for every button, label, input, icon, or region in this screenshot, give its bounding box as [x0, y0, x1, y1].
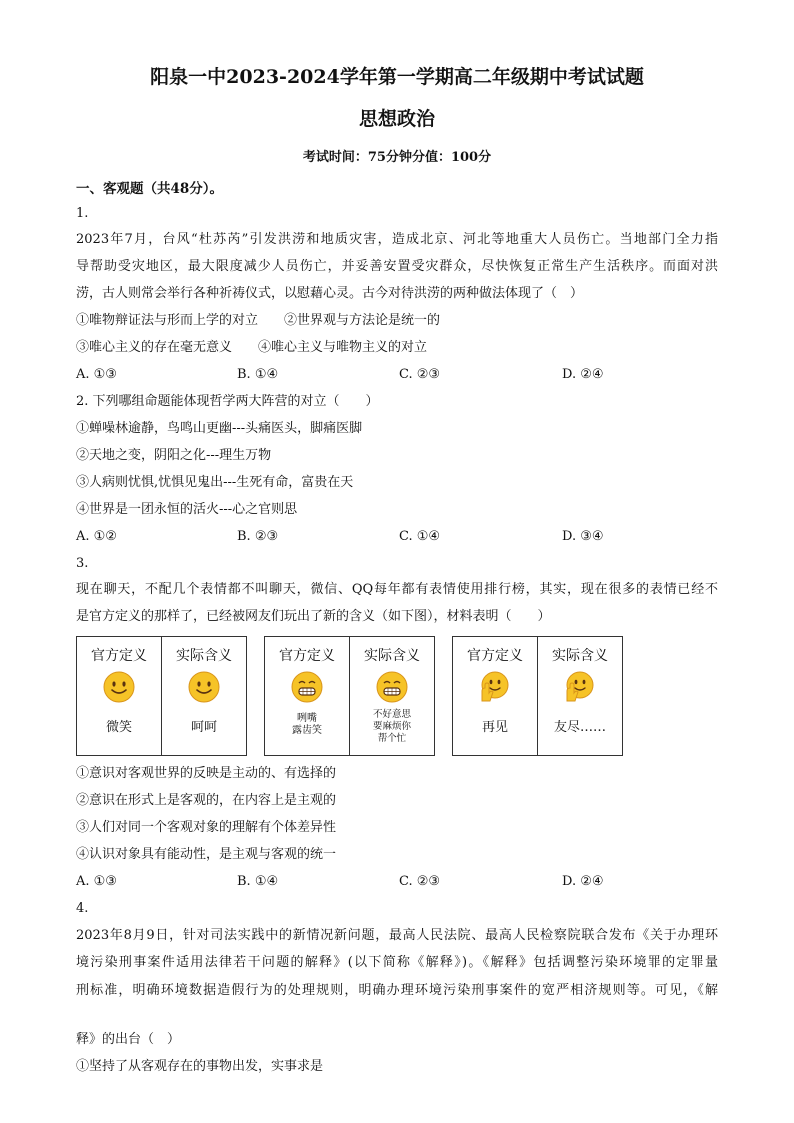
- smile-emoji-icon: [103, 671, 135, 703]
- q2-option-a[interactable]: A. ①②: [76, 529, 117, 544]
- grin-emoji-icon: [376, 671, 408, 703]
- actual-head: 实际含义: [552, 648, 608, 664]
- caption-line: 咧嘴: [297, 713, 317, 724]
- exam-meta: 考试时间：75分钟分值：100分: [302, 150, 492, 165]
- q2-option-c[interactable]: C. ①④: [399, 529, 441, 544]
- q4-statement-1: ①坚持了从客观存在的事物出发，实事求是: [76, 1059, 324, 1074]
- q3-statement-3: ③人们对同一个客观对象的理解有个体差异性: [76, 820, 337, 835]
- q1-line-1: 2023年7月，台风“杜苏芮”引发洪涝和地质灾害，造成北京、河北等地重大人员伤亡。当地部门全力指: [76, 232, 718, 247]
- q1-option-d[interactable]: D. ②④: [562, 367, 604, 382]
- caption-line: 帮个忙: [377, 733, 407, 744]
- official-head: 官方定义: [279, 648, 335, 664]
- actual-head: 实际含义: [364, 648, 420, 664]
- subject-title: 思想政治: [358, 108, 435, 130]
- q1-line-2: 导帮助受灾地区，最大限度减少人员伤亡，并妥善安置受灾群众，尽快恢复正常生产生活秩序。而面对洪: [76, 259, 718, 274]
- official-cell: [453, 637, 537, 755]
- q1-option-a[interactable]: A. ①③: [76, 367, 117, 382]
- emoji-table-group-3: [452, 636, 623, 756]
- q4-line-3: 刑标准，明确环境数据造假行为的处理规则，明确办理环境污染刑事案件的宽严相济规则等。可见，《解: [76, 983, 718, 998]
- official-cell: [265, 637, 349, 755]
- official-caption: [265, 713, 349, 737]
- official-head: 官方定义: [467, 648, 523, 664]
- actual-caption: 呵呵: [190, 720, 217, 735]
- actual-caption: [350, 709, 434, 745]
- q2-statement-1: ①蝉噪林逾静，鸟鸣山更幽---头痛医头，脚痛医脚: [76, 421, 363, 436]
- actual-head: 实际含义: [176, 648, 232, 664]
- q3-number: 3.: [76, 556, 89, 571]
- q3-line-1: 现在聊天，不配几个表情都不叫聊天，微信、QQ每年都有表情使用排行榜，其实，现在很多的表情已经不: [76, 582, 718, 597]
- q1-number: 1.: [76, 206, 89, 221]
- caption-line: 不好意思: [372, 709, 411, 720]
- q3-option-a[interactable]: A. ①③: [76, 874, 117, 889]
- q1-line-3: 涝，古人则常会举行各种祈祷仪式，以慰藉心灵。古今对待洪涝的两种做法体现了（ ）: [76, 286, 584, 301]
- q2-statement-3: ③人病则忧惧,忧惧见鬼出---生死有命，富贵在天: [76, 475, 354, 490]
- actual-cell: [161, 637, 246, 755]
- q3-option-d[interactable]: D. ②④: [562, 874, 604, 889]
- official-caption: 微笑: [105, 720, 132, 735]
- caption-line: 露齿笑: [292, 725, 322, 736]
- q3-statement-4: ④认识对象具有能动性，是主观与客观的统一: [76, 847, 337, 862]
- wave-emoji-icon: [479, 671, 511, 703]
- q2-option-b[interactable]: B. ②③: [237, 529, 279, 544]
- q1-statement-2: ③唯心主义的存在毫无意义 ④唯心主义与唯物主义的对立: [76, 340, 428, 355]
- q2-stem: 2. 下列哪组命题能体现哲学两大阵营的对立（ ）: [76, 394, 379, 409]
- q1-option-c[interactable]: C. ②③: [399, 367, 441, 382]
- q2-statement-4: ④世界是一团永恒的活火---心之官则思: [76, 502, 298, 517]
- official-head: 官方定义: [91, 648, 147, 664]
- q4-number: 4.: [76, 901, 89, 916]
- q3-line-2: 是官方定义的那样了，已经被网友们玩出了新的含义（如下图），材料表明（ ）: [76, 609, 551, 624]
- q3-statement-2: ②意识在形式上是客观的，在内容上是主观的: [76, 793, 337, 808]
- q1-statement-1: ①唯物辩证法与形而上学的对立 ②世界观与方法论是统一的: [76, 313, 441, 328]
- exam-title: 阳泉一中2023-2024学年第一学期高二年级期中考试试题: [150, 66, 644, 88]
- q3-option-b[interactable]: B. ①④: [237, 874, 279, 889]
- q3-statement-1: ①意识对客观世界的反映是主动的、有选择的: [76, 766, 337, 781]
- emoji-table-group-2: [264, 636, 435, 756]
- actual-caption: 友尽……: [553, 720, 606, 735]
- official-caption: 再见: [481, 720, 508, 735]
- emoji-table-group-1: [76, 636, 247, 756]
- official-cell: [77, 637, 161, 755]
- wave-emoji-icon: [564, 671, 596, 703]
- q4-line-2: 境污染刑事案件适用法律若干问题的解释》(以下简称《解释》)。《解释》包括调整污染环境罪的定罪量: [76, 955, 718, 970]
- actual-cell: [537, 637, 622, 755]
- q4-line-1: 2023年8月9日，针对司法实践中的新情况新问题，最高人民法院、最高人民检察院联合发布《关于办理环: [76, 928, 718, 943]
- q2-option-d[interactable]: D. ③④: [562, 529, 604, 544]
- section-heading: 一、客观题（共48分）。: [76, 181, 224, 197]
- q1-option-b[interactable]: B. ①④: [237, 367, 279, 382]
- caption-line: 要麻烦你: [372, 721, 411, 732]
- actual-cell: [349, 637, 434, 755]
- grin-emoji-icon: [291, 671, 323, 703]
- q2-statement-2: ②天地之变，阴阳之化---理生万物: [76, 448, 272, 463]
- smile-emoji-icon: [188, 671, 220, 703]
- q3-option-c[interactable]: C. ②③: [399, 874, 441, 889]
- q4-line-4: 释》的出台（ ）: [76, 1032, 181, 1047]
